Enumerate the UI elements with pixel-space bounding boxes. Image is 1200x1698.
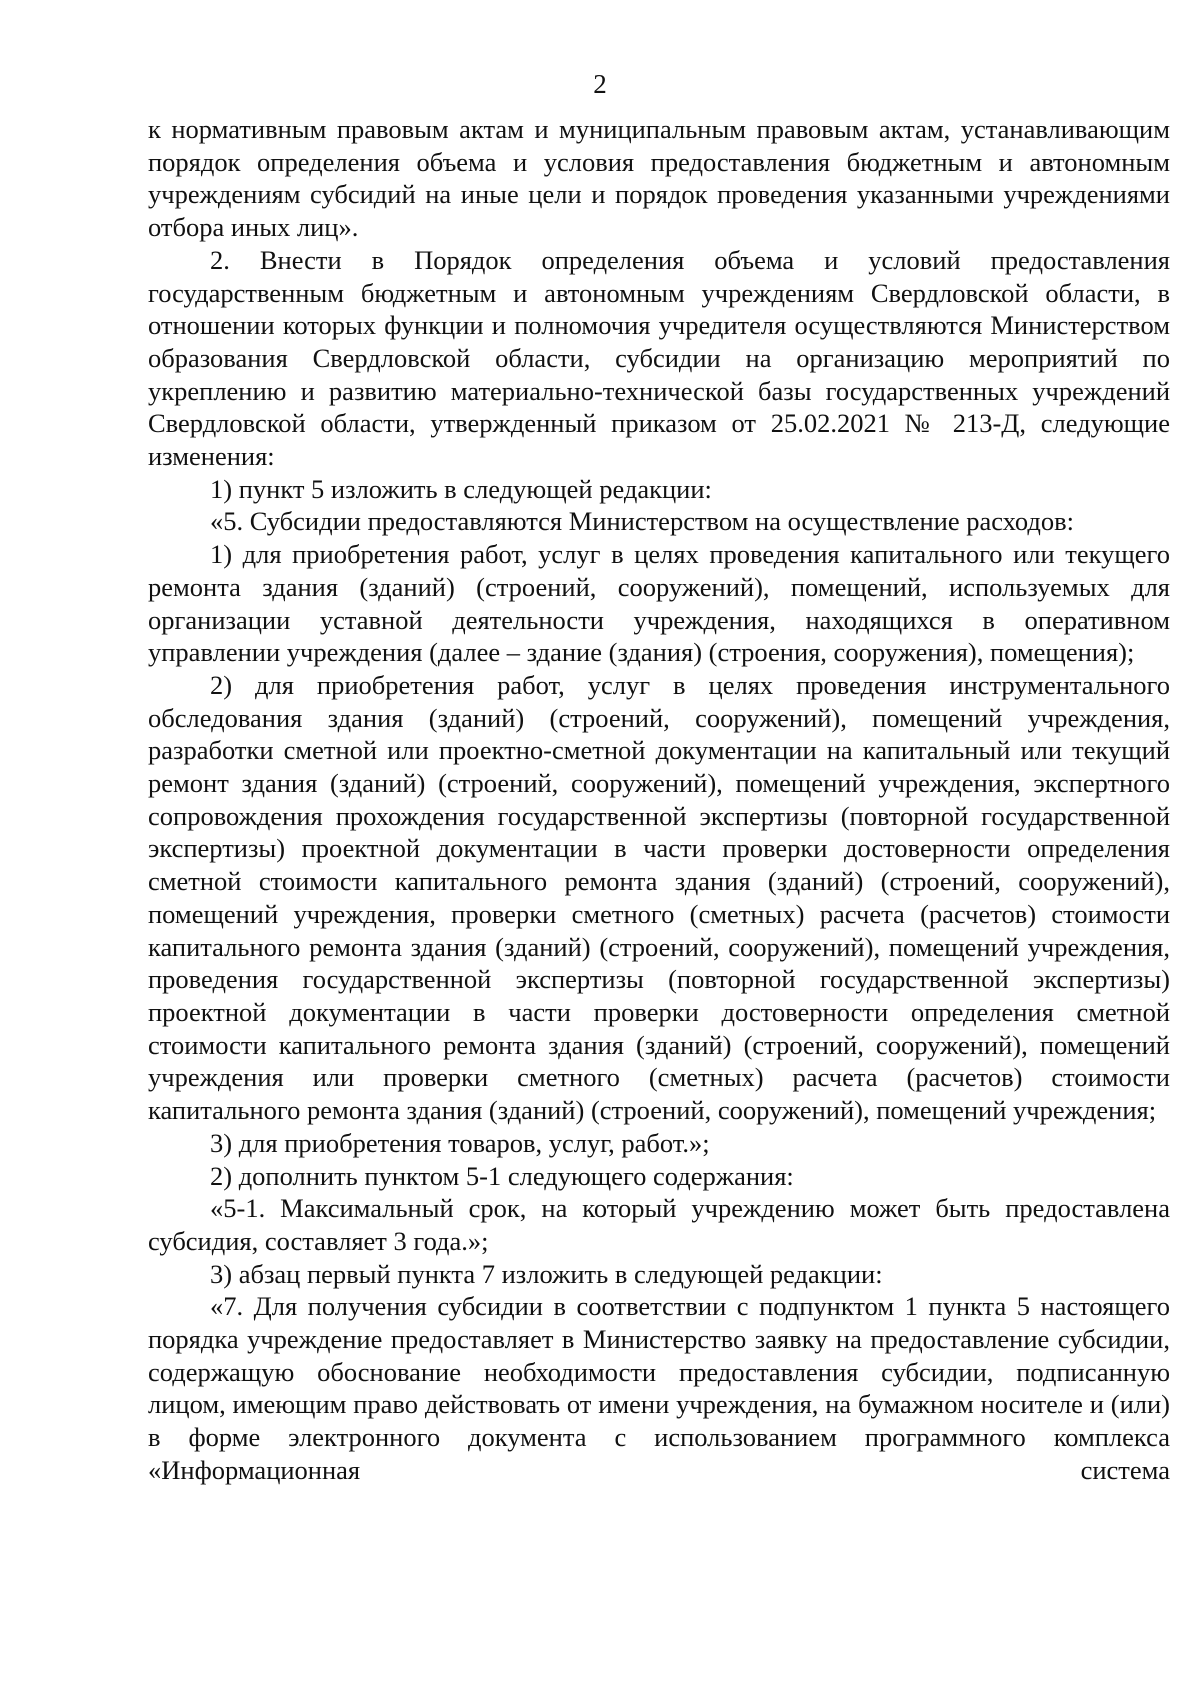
paragraph-quote-point-7: «7. Для получения субсидии в соответствии с подпунктом 1 пункта 5 настоящего порядка учреждение предоставляет в Министерство заявку на предоставление субсидии, содержащую обоснование необходимости предоставления субсидии, подписанную лицом, имеющим право действовать от имени учреждения, на бумажном носителе и (или) в форме электронного документа с использованием программного комплекса «Информационная система — [148, 1291, 1170, 1485]
paragraph-subitem-2: 2) дополнить пунктом 5-1 следующего содержания: — [210, 1160, 794, 1191]
paragraph-point-5-subitem-1: 1) для приобретения работ, услуг в целях проведения капитального или текущего ремонта здания (зданий) (строений, сооружений), помещений, используемых для организации уставной деятельности учреждения, находящихся в оперативном управлении учреждения (далее – здание (здания) (строения, сооружения), помещения); — [148, 539, 1170, 668]
paragraph-item-2: 2. Внести в Порядок определения объема и условий предоставления государственным бюджетным и автономным учреждениям Свердловской области, в отношении которых функции и полномочия учредителя осуществляются Министерством образования Свердловской области, субсидии на организацию мероприятий по укреплению и развитию материально-технической базы государственных учреждений Свердловской области, утвержденный приказом от 25.02.2021 № 213-Д, следующие изменения: — [148, 244, 1170, 472]
paragraph-continuation: к нормативным правовым актам и муниципальным правовым актам, устанавливающим порядок определения объема и условия предоставления бюджетным и автономным учреждениям субсидий на иные цели и порядок проведения указанными учреждениями отбора иных лиц». — [148, 114, 1170, 243]
paragraph-point-5-subitem-2: 2) для приобретения работ, услуг в целях проведения инструментального обследования здания (зданий) (строений, сооружений), помещений учреждения, разработки сметной или проектно-сметной документации на капитальный или текущий ремонт здания (зданий) (строений, сооружений), помещений учреждения, экспертного сопровождения прохождения государственной экспертизы (повторной государственной экспертизы) проектной документации в части проверки достоверности определения сметной стоимости капитального ремонта здания (зданий) (строений, сооружений), помещений учреждения, проверки сметного (сметных) расчета (расчетов) стоимости капитального ремонта здания (зданий) (строений, сооружений), помещений учреждения, проведения государственной экспертизы (повторной государственной экспертизы) проектной документации в части проверки достоверности определения сметной стоимости капитального ремонта здания (зданий) (строений, сооружений), помещений учреждения или проверки сметного (сметных) расчета (расчетов) стоимости капитального ремонта здания (зданий) (строений, сооружений), помещений учреждения; — [148, 669, 1170, 1126]
paragraph-subitem-3: 3) абзац первый пункта 7 изложить в следующей редакции: — [210, 1258, 883, 1289]
paragraph-quote-point-5-1: «5-1. Максимальный срок, на который учреждению может быть предоставлена субсидия, составляет 3 года.»; — [148, 1193, 1170, 1256]
paragraph-quote-point-5: «5. Субсидии предоставляются Министерством на осуществление расходов: — [210, 506, 1074, 537]
page-number: 2 — [593, 69, 607, 99]
paragraph-subitem-1: 1) пункт 5 изложить в следующей редакции: — [210, 473, 712, 504]
paragraph-point-5-subitem-3: 3) для приобретения товаров, услуг, работ.»; — [210, 1127, 710, 1158]
document-body — [148, 113, 1170, 1487]
